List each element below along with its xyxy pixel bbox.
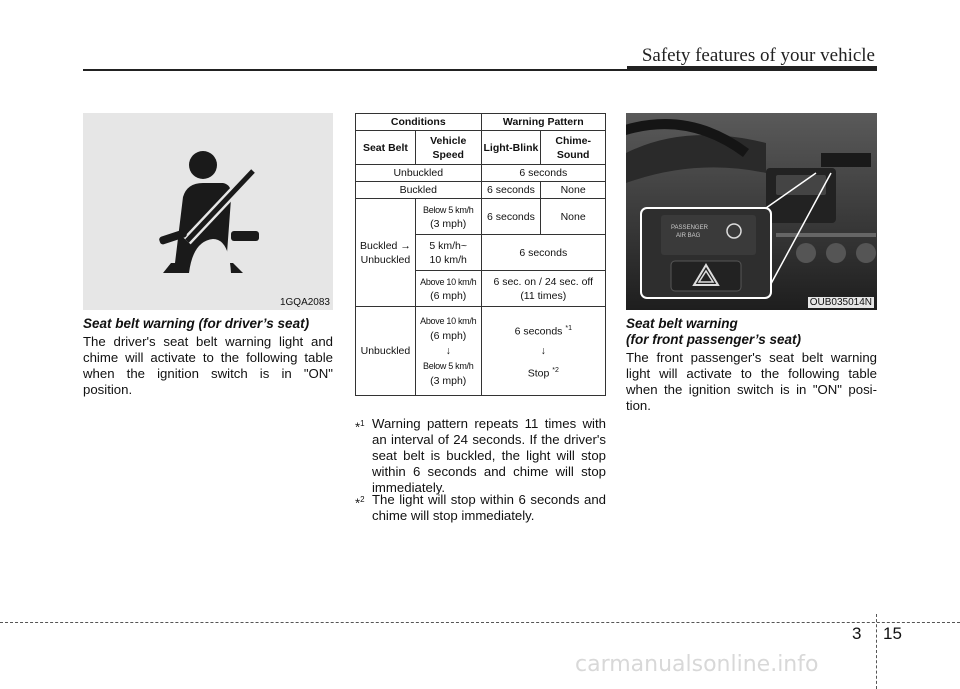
table-header-warning: Warning Pattern (481, 114, 605, 131)
table-row: Unbuckled Above 10 km/h (6 mph) ↓ Below 5 km/h (3 mph) 6 seconds $^{*1}$ ↓ Stop $^{*2}$ (356, 307, 606, 396)
table-row: Buckled 6 seconds None (356, 182, 606, 199)
page-number: 15 (883, 624, 902, 643)
table-header-conditions: Conditions (356, 114, 482, 131)
section-heading-passenger: Seat belt warning (for front passenger’s seat) (626, 316, 802, 347)
inset-label-airbag: AIR BAG (676, 233, 701, 239)
inset-label-passenger: PASSENGER (671, 225, 708, 231)
table-header-speed: Vehicle Speed (415, 131, 481, 165)
dashboard-figure (626, 113, 877, 310)
section-heading-driver: Seat belt warning (for driver’s seat) (83, 316, 310, 331)
footer-divider (876, 614, 877, 689)
watermark: carmanualsonline.info (575, 652, 819, 677)
table-row: Above 10 km/h (6 mph) 6 sec. on / 24 sec. off (11 times) (356, 271, 606, 307)
table-row: Unbuckled 6 seconds (356, 165, 606, 182)
page-header-title: Safety features of your vehicle (641, 45, 875, 66)
figure-code: OUB035014N (809, 297, 872, 308)
footer-rule (0, 622, 960, 623)
section-body-passenger: The front passenger's seat belt warning light will activate to the following table when the ignition switch is in "ON" posi-tion. (626, 350, 877, 413)
belt-transition-cell: Buckled → Unbuckled (356, 199, 416, 307)
footnote-2: *$^2$ The light will stop within 6 seconds and chime will stop immediately. (355, 492, 606, 523)
figure-code: 1GQA2083 (279, 297, 330, 308)
seatbelt-warning-icon (83, 113, 333, 310)
table-header-light: Light-Blink (481, 131, 541, 165)
table-header-seatbelt: Seat Belt (356, 131, 416, 165)
table-row: Buckled → Unbuckled Below 5 km/h (3 mph) 6 seconds None (356, 199, 606, 235)
header-rule-accent (627, 66, 877, 71)
footnote-1: *$^1$ Warning pattern repeats 11 times with an interval of 24 seconds. If the driver's seat belt is buckled, the light will stop within 6 seconds and chime will stop immediately. (355, 416, 606, 495)
section-body-driver: The driver's seat belt warning light and chime will activate to the following table when the ignition switch is in "ON" position. (83, 334, 333, 397)
dashboard-illustration (626, 113, 877, 310)
chapter-number: 3 (852, 624, 862, 643)
table-header-chime: Chime- Sound (541, 131, 606, 165)
seatbelt-figure (83, 113, 333, 310)
warning-conditions-table (355, 113, 606, 396)
table-row: 5 km/h~ 10 km/h 6 seconds (356, 235, 606, 271)
